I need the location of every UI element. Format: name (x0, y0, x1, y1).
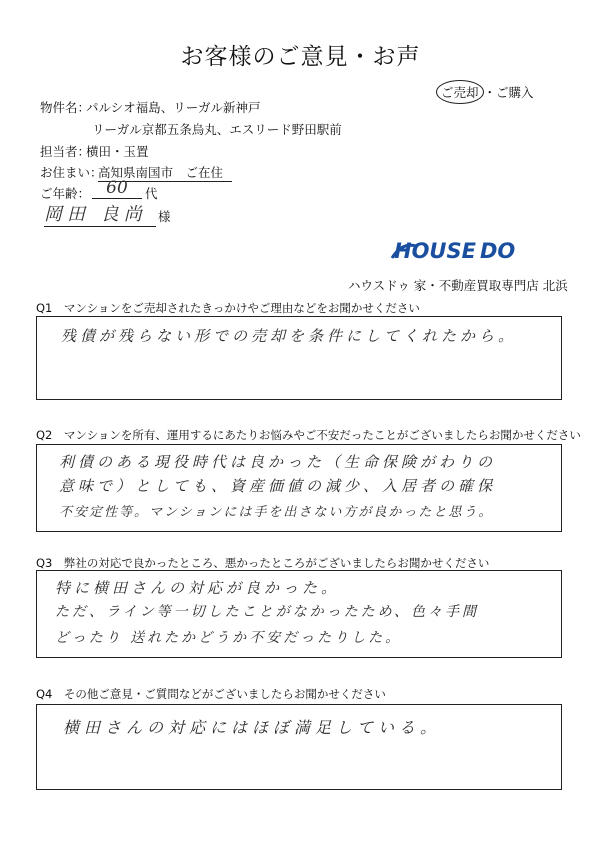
sell-option-circled: ご売却 (436, 80, 484, 104)
q3-label: Q3 弊社の対応で良かったところ、悪かったところがございましたらお聞かせください (36, 556, 490, 570)
residence-value: 高知県南国市 ご在住 (98, 163, 232, 182)
age-value: 60 (92, 178, 142, 199)
age-label: ご年齢： (40, 186, 91, 201)
q4-answer-line-1: 横田さんの対応にはほぼ満足している。 (63, 718, 442, 737)
buy-option: ご購入 (496, 85, 534, 100)
q3-answer-line-1: 特に横田さんの対応が良かった。 (55, 579, 341, 597)
q1-answer-line-1: 残債が残らない形での売却を条件にしてくれたから。 (61, 327, 518, 345)
svg-text:DO: DO (480, 239, 516, 263)
q3-answer-box (36, 570, 562, 658)
name-suffix: 様 (158, 209, 171, 224)
q1-label: Q1 マンションをご売却されたきっかけやご理由などをお聞かせください (36, 301, 420, 315)
staff-value: 横田・玉置 (86, 144, 149, 159)
residence-label: お住まい： (40, 165, 103, 180)
age-suffix: 代 (145, 186, 158, 201)
q2-label: Q2 マンションを所有、運用するにあたりお悩みやご不安だったことがございましたらお聞かせください (36, 428, 581, 442)
property-label: 物件名： (40, 100, 91, 115)
customer-name: 岡田 良尚 (44, 200, 156, 227)
separator: ・ (483, 85, 497, 100)
q2-answer-box (36, 444, 562, 532)
q3-answer-line-3: どったり 送れたかどうか不安だったりした。 (55, 630, 403, 646)
q1-answer-box (36, 316, 562, 400)
property-line-2: リーガル京都五条烏丸、エスリード野田駅前 (92, 122, 342, 137)
branch-name: ハウスドゥ 家・不動産買取専門店 北浜 (348, 278, 568, 293)
housedo-logo-mark (390, 236, 540, 264)
q4-label: Q4 その他ご意見・ご質問などがございましたらお聞かせください (36, 687, 386, 701)
q2-answer-line-1: 利債のある現役時代は良かった（生命保険がわりの (59, 453, 497, 471)
sale-type (436, 80, 556, 104)
q4-answer-box (36, 704, 562, 790)
q2-answer-line-3: 不安定性等。マンションには手を出さない方が良かったと思う。 (59, 505, 494, 520)
staff-label: 担当者： (40, 144, 91, 159)
property-line-1: パルシオ福島、リーガル新神戸 (86, 100, 261, 115)
q2-answer-line-2: 意味で）としても、資産価値の減少、入居者の確保 (59, 477, 497, 495)
page-title: お客様のご意見・お声 (180, 44, 421, 70)
housedo-logo (390, 236, 540, 264)
svg-text:HOUSE: HOUSE (394, 239, 476, 263)
q3-answer-line-2: ただ、ライン等一切したことがなかったため、色々手間 (55, 604, 480, 620)
